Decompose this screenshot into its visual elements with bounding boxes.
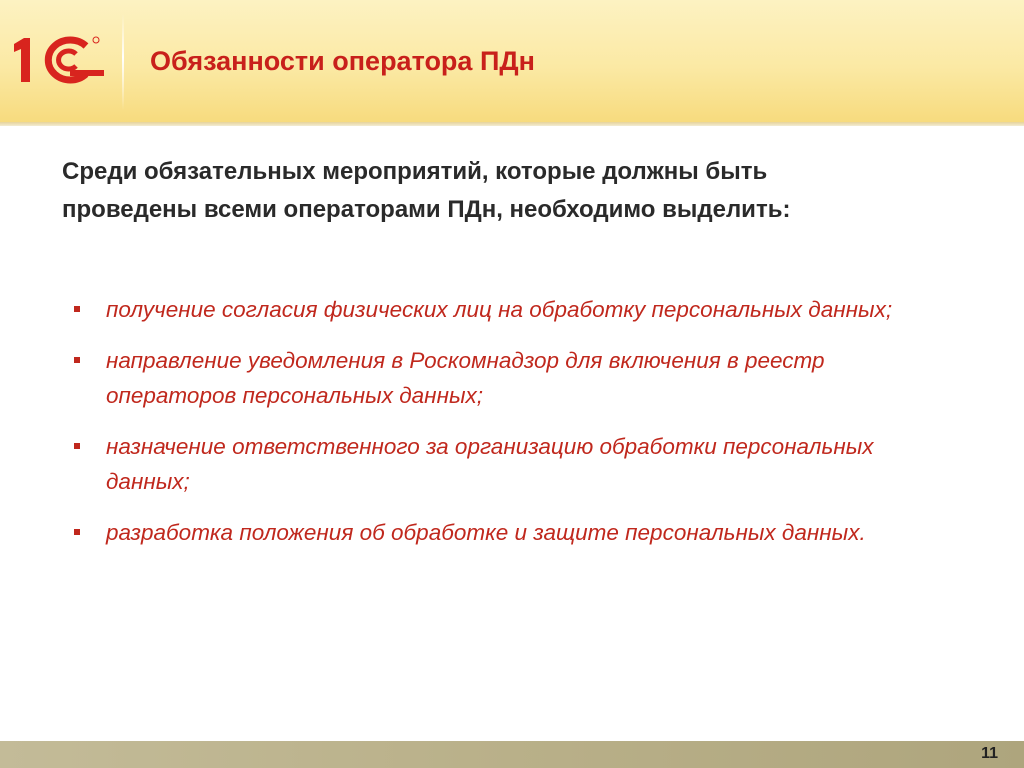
list-item-text: получение согласия физических лиц на обработку персональных данных;	[106, 297, 893, 322]
square-bullet-icon	[74, 443, 80, 449]
list-item	[74, 343, 914, 413]
header-divider	[0, 122, 1024, 126]
logo-1c	[8, 30, 108, 90]
square-bullet-icon	[74, 529, 80, 535]
logo-divider	[122, 14, 124, 110]
square-bullet-icon	[74, 357, 80, 363]
bullet-list	[74, 292, 914, 566]
list-item-text: направление уведомления в Роскомнадзор для включения в реестр операторов персональных данных;	[106, 348, 825, 408]
lead-text: Среди обязательных мероприятий, которые должны быть проведены всеми операторами ПДн, необходимо выделить:	[62, 158, 791, 223]
list-item	[74, 292, 914, 327]
slide-footer	[0, 741, 1024, 768]
list-item	[74, 515, 914, 550]
list-item-text: разработка положения об обработке и защите персональных данных.	[106, 520, 866, 545]
page-title: Обязанности оператора ПДн	[150, 46, 535, 76]
list-item	[74, 429, 914, 499]
list-item-text: назначение ответственного за организацию обработки персональных данных;	[106, 434, 874, 494]
square-bullet-icon	[74, 306, 80, 312]
page-number: 11	[981, 745, 998, 762]
